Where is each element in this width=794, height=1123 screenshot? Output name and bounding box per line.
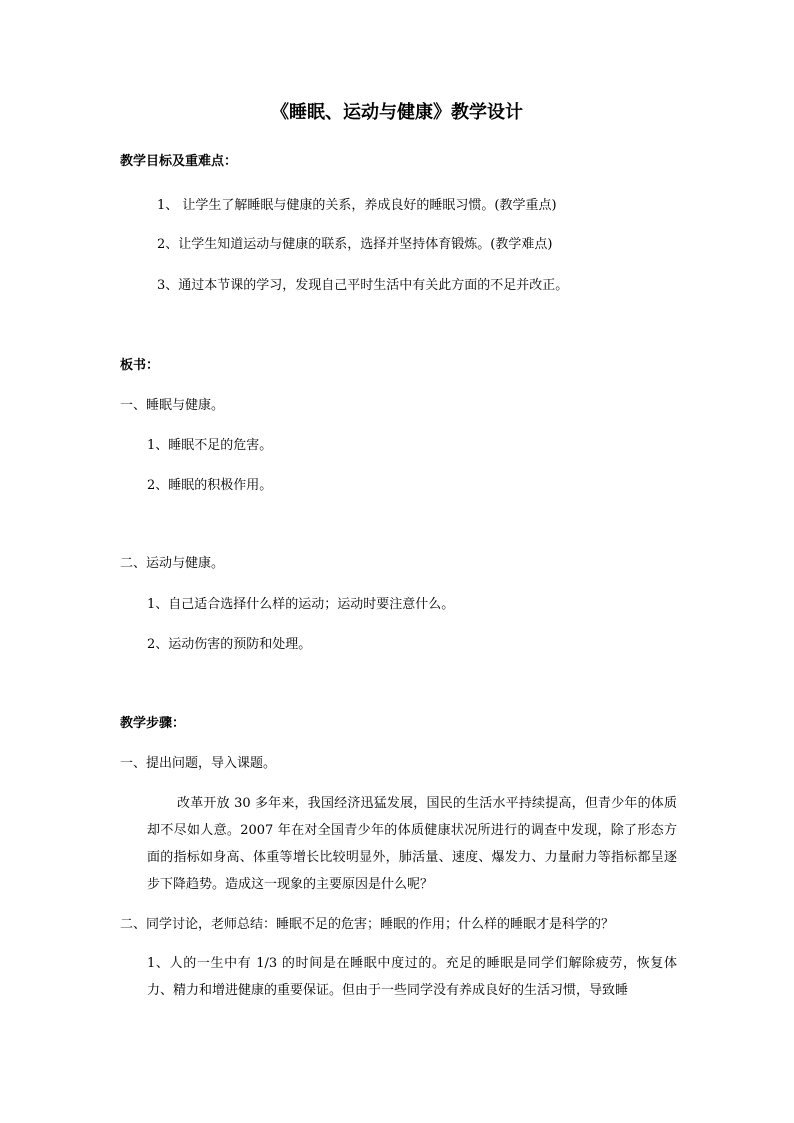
objectives-heading: 教学目标及重难点： (120, 154, 238, 169)
board-section-1-item-2: 2、睡眠的积极作用。 (147, 478, 273, 493)
objective-item-1: 1、 让学生了解睡眠与健康的关系，养成良好的睡眠习惯。(教学重点) (157, 198, 557, 213)
step-2-heading: 二、同学讨论，老师总结：睡眠不足的危害；睡眠的作用；什么样的睡眠才是科学的？ (120, 917, 615, 932)
step-1-paragraph: 改革开放 30 多年来，我国经济迅猛发展，国民的生活水平持续提高，但青少年的体质却不尽如人意。2007 年在对全国青少年的体质健康状况所进行的调查中发现，除了形态方面的指标如身高、体重等增长比较明显外，肺活量、速度、爆发力、力量耐力等指标都呈逐步下降趋势。造成这一现象的主要原因是什么呢？ (147, 796, 677, 892)
board-section-2-item-2: 2、运动伤害的预防和处理。 (147, 637, 312, 652)
board-section-2: 二、运动与健康。 (120, 556, 225, 571)
board-section-1: 一、睡眠与健康。 (120, 398, 225, 413)
objective-item-2: 2、让学生知道运动与健康的联系，选择并坚持体育锻炼。(教学难点) (157, 237, 553, 252)
objective-item-3: 3、通过本节课的学习，发现自己平时生活中有关此方面的不足并改正。 (157, 278, 569, 293)
board-section-1-item-1: 1、睡眠不足的危害。 (147, 438, 273, 453)
board-heading: 板书： (120, 358, 160, 373)
board-section-2-item-1: 1、自己适合选择什么样的运动；运动时要注意什么。 (147, 597, 455, 612)
document-title: 《睡眠、运动与健康》教学设计 (271, 102, 523, 123)
steps-heading: 教学步骤： (120, 716, 186, 731)
step-2-paragraph: 1、人的一生中有 1/3 的时间是在睡眠中度过的。充足的睡眠是同学们解除疲劳，恢复体力、精力和增进健康的重要保证。但由于一些同学没有养成良好的生活习惯，导致睡 (147, 956, 677, 998)
step-1-heading: 一、提出问题，导入课题。 (120, 756, 277, 771)
